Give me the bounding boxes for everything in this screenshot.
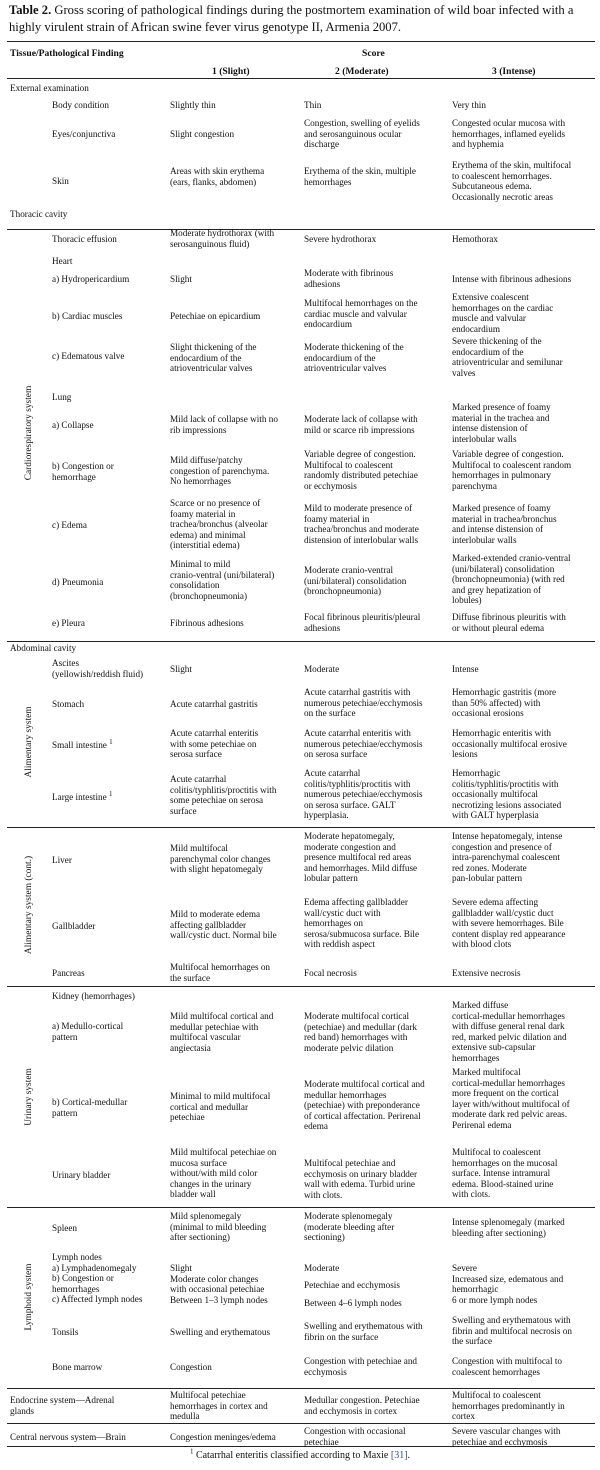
finding-congestion: b) Congestion or hemorrhage bbox=[52, 461, 114, 482]
score-moderate: Moderate bbox=[304, 664, 340, 674]
score-slight: Mild lack of collapse with no rib impressions bbox=[170, 414, 278, 435]
section-thoracic: Thoracic cavity bbox=[10, 209, 68, 219]
finding-heart: Heart bbox=[52, 256, 73, 266]
score-moderate: Moderate cranio-ventral (uni/bilateral) consolidation (bronchopneumonia) bbox=[304, 565, 407, 596]
system-alimentary: Alimentary system bbox=[24, 706, 34, 778]
score-moderate: Focal fibrinous pleuritis/pleural adhesions bbox=[304, 612, 421, 633]
score-slight: Slight bbox=[170, 274, 192, 284]
score-moderate: Erythema of the skin, multiple hemorrhages bbox=[304, 166, 417, 187]
score-moderate: Congestion with petechiae and ecchymosis bbox=[304, 1356, 418, 1377]
score-slight: Minimal to mild multifocal cortical and medullar petechiae bbox=[170, 1091, 271, 1122]
rule bbox=[7, 986, 595, 987]
finding-lymph-nodes: Lymph nodes a) Lymphadenomegaly b) Congestion or hemorrhages c) Affected lymph nodes bbox=[52, 1252, 143, 1304]
score-moderate: Moderate multifocal cortical and medullar hemorrhages (petechiae) with preponderance of cortical affectation. Perirenal edema bbox=[304, 1079, 425, 1131]
score-slight: Mild multifocal petechiae on mucosa surface without/with mild color changes in the urinary bladder wall bbox=[170, 1147, 277, 1199]
score-slight: Slight Moderate color changes with occasional petechiae Between 1–3 lymph nodes bbox=[170, 1263, 268, 1305]
rule bbox=[7, 1388, 595, 1389]
top-rule bbox=[7, 41, 595, 42]
score-intense: Marked-extended cranio-ventral (uni/bilateral) consolidation (bronchopneumonia) (with red and grey hepatization of lobules) bbox=[452, 553, 571, 605]
score-moderate: Mild to moderate presence of foamy material in trachea/bronchus and moderate distension of interlobular walls bbox=[304, 503, 419, 545]
rule bbox=[7, 1423, 595, 1424]
score-intense: Hemothorax bbox=[452, 234, 498, 244]
score-moderate: Congestion, swelling of eyelids and serosanguinous ocular discharge bbox=[304, 118, 420, 149]
finding-pneumonia: d) Pneumonia bbox=[52, 577, 104, 587]
finding-large-intestine: Large intestine $^1$ bbox=[52, 789, 113, 802]
score-slight: Multifocal petechiae hemorrhages in cortex and medulla bbox=[170, 1390, 268, 1421]
score-intense: Marked diffuse cortical-medullar hemorrhages with diffuse general renal dark red, marked pelvic dilation and extensive sub-capsular hemorrhages bbox=[452, 1000, 567, 1063]
score-intense: Congested ocular mucosa with hemorrhages, inflamed eyelids and hyphemia bbox=[452, 118, 566, 149]
score-moderate: Multifocal petechiae and ecchymosis on urinary bladder wall with edema. Turbid urine with clots. bbox=[304, 1158, 418, 1200]
score-intense: Intense bbox=[452, 664, 479, 674]
score-moderate: Thin bbox=[304, 100, 322, 110]
header-bottom-rule bbox=[7, 78, 595, 79]
finding-edematous-valve: c) Edematous valve bbox=[52, 351, 125, 361]
score-intense: Hemorrhagic enteritis with occasionally multifocal erosive lesions bbox=[452, 728, 567, 759]
score-slight: Acute catarrhal enteritis with some petechiae on serosa surface bbox=[170, 728, 259, 759]
score-moderate: Moderate splenomegaly (moderate bleeding after sectioning) bbox=[304, 1211, 395, 1242]
score-intense: Hemorrhagic gastritis (more than 50% affected) with occasional erosions bbox=[452, 687, 557, 718]
finding-thoracic-effusion: Thoracic effusion bbox=[52, 234, 117, 244]
score-slight: Mild to moderate edema affecting gallbladder wall/cystic duct. Normal bile bbox=[170, 909, 277, 940]
score-intense: Very thin bbox=[452, 100, 486, 110]
score-moderate: Congestion with occasional petechiae bbox=[304, 1426, 406, 1447]
score-intense: Swelling and erythematous with fibrin and multifocal necrosis on the surface bbox=[452, 1315, 572, 1346]
header-slight: 1 (Slight) bbox=[212, 66, 250, 77]
score-slight: Mild multifocal parenchymal color changes with slight hepatomegaly bbox=[170, 843, 271, 874]
finding-ascites: Ascites (yellowish/reddish fluid) bbox=[52, 658, 144, 679]
score-slight: Scarce or no presence of foamy material in trachea/bronchus (alveolar edema) and minimal (interstitial edema) bbox=[170, 498, 268, 550]
score-moderate: Swelling and erythematous with fibrin on the surface bbox=[304, 1321, 423, 1342]
section-abdominal: Abdominal cavity bbox=[10, 643, 77, 653]
score-slight: Areas with skin erythema (ears, flanks, abdomen) bbox=[170, 166, 265, 187]
finding-pleura: e) Pleura bbox=[52, 618, 85, 628]
finding-medullo-cortical: a) Medullo-cortical pattern bbox=[52, 1021, 124, 1042]
score-moderate: Moderate thickening of the endocardium of the atrioventricular valves bbox=[304, 342, 404, 373]
score-intense: Marked presence of foamy material in trachea/bronchus and intense distension of interlobular walls bbox=[452, 503, 557, 545]
score-moderate: Moderate multifocal cortical (petechiae) and medullar (dark red band) hemorrhages with moderate pelvic dilation bbox=[304, 1011, 417, 1053]
finding-small-intestine: Small intestine $^1$ bbox=[52, 737, 113, 750]
section-external: External examination bbox=[10, 83, 89, 93]
score-slight: Congestion meninges/edema bbox=[170, 1432, 276, 1442]
score-slight: Mild diffuse/patchy congestion of parenchyma. No hemorrhages bbox=[170, 455, 270, 486]
score-moderate: Petechiae and ecchymosis bbox=[304, 1280, 400, 1290]
footnote: $^1$ Catarrhal enteritis classified according to Maxie [31]. bbox=[189, 1447, 411, 1461]
score-intense: Congestion with multifocal to coalescent hemorrhages bbox=[452, 1356, 562, 1377]
score-intense: Variable degree of congestion. Multifocal to coalescent random hemorrhages in pulmonary parenchyma bbox=[452, 449, 572, 491]
score-slight: Minimal to mild cranio-ventral (uni/bilateral) consolidation (bronchopneumonia) bbox=[170, 559, 275, 601]
score-intense: Severe edema affecting gallbladder wall/cystic duct with severe hemorrhages. Bile content display red appearance with blood clots bbox=[452, 897, 566, 949]
finding-cardiac-muscles: b) Cardiac muscles bbox=[52, 311, 123, 321]
score-intense: Marked presence of foamy material in the trachea and intense distension of interlobular walls bbox=[452, 402, 551, 444]
caption-text: Gross scoring of pathological findings during the postmortem examination of wild boar infected with a highly virulent strain of African swine fever virus genotype II, Armenia 2007. bbox=[9, 3, 574, 34]
header-finding: Tissue/Pathological Finding bbox=[10, 48, 124, 59]
score-moderate: Acute catarrhal gastritis with numerous petechiae/ecchymosis on the surface bbox=[304, 687, 423, 718]
score-intense: Multifocal to coalescent hemorrhages predominantly in cortex bbox=[452, 1390, 565, 1421]
score-moderate: Moderate hepatomegaly, moderate congestion and presence multifocal red areas and hemorrhages. Mild diffuse lobular pattern bbox=[304, 831, 418, 883]
score-intense: Severe thickening of the endocardium of the atrioventricular and semilunar valves bbox=[452, 336, 563, 378]
table-caption bbox=[9, 2, 593, 36]
system-lymphoid: Lymphoid system bbox=[24, 1263, 34, 1331]
finding-lung: Lung bbox=[52, 392, 72, 402]
score-moderate: Multifocal hemorrhages on the cardiac muscle and valvular endocardium bbox=[304, 298, 418, 329]
finding-edema: c) Edema bbox=[52, 520, 87, 530]
system-cardiorespiratory: Cardiorespiratory system bbox=[24, 385, 34, 481]
finding-skin: Skin bbox=[52, 176, 69, 186]
score-moderate: Focal necrosis bbox=[304, 968, 357, 978]
finding-stomach: Stomach bbox=[52, 699, 85, 709]
score-moderate: Acute catarrhal colitis/typhlitis/proctitis with numerous petechiae/ecchymosis on serosa surface. GALT hyperplasia. bbox=[304, 768, 423, 820]
finding-body-condition: Body condition bbox=[52, 100, 109, 110]
score-moderate: Edema affecting gallbladder wall/cystic duct with hemorrhages on serosa/submucosa surface. Bile with reddish aspect bbox=[304, 897, 420, 949]
score-slight: Slight congestion bbox=[170, 129, 235, 139]
finding-pancreas: Pancreas bbox=[52, 968, 85, 978]
score-slight: Swelling and erythematous bbox=[170, 1327, 271, 1337]
rule bbox=[7, 1207, 595, 1208]
finding-eyes: Eyes/conjunctiva bbox=[52, 129, 116, 139]
score-slight: Slightly thin bbox=[170, 100, 216, 110]
score-moderate: Moderate bbox=[304, 1263, 340, 1273]
header-moderate: 2 (Moderate) bbox=[335, 66, 389, 77]
finding-collapse: a) Collapse bbox=[52, 420, 94, 430]
score-slight: Acute catarrhal gastritis bbox=[170, 699, 258, 709]
rule bbox=[7, 229, 595, 230]
finding-gallbladder: Gallbladder bbox=[52, 921, 96, 931]
score-slight: Fibrinous adhesions bbox=[170, 618, 244, 628]
finding-kidney: Kidney (hemorrhages) bbox=[52, 991, 135, 1001]
finding-hydropericardium: a) Hydropericardium bbox=[52, 274, 130, 284]
header-intense: 3 (Intense) bbox=[492, 66, 536, 77]
score-moderate: Moderate lack of collapse with mild or scarce rib impressions bbox=[304, 414, 418, 435]
score-intense: Extensive necrosis bbox=[452, 968, 521, 978]
score-intense: Hemorrhagic colitis/typhlitis/proctitis with occasionally multifocal necrotizing lesions associated with GALT hyperplasia bbox=[452, 768, 562, 820]
score-moderate: Severe hydrothorax bbox=[304, 234, 377, 244]
finding-spleen: Spleen bbox=[52, 1223, 78, 1233]
reference-link[interactable]: [31] bbox=[390, 1450, 408, 1461]
score-intense: Extensive coalescent hemorrhages on the cardiac muscle and valvular endocardium bbox=[452, 292, 554, 334]
score-slight: Petechiae on epicardium bbox=[170, 311, 261, 321]
system-urinary: Urinary system bbox=[24, 1068, 34, 1126]
score-slight: Acute catarrhal colitis/typhlitis/proctitis with some petechiae on serosa surface bbox=[170, 774, 277, 816]
score-intense: Multifocal to coalescent hemorrhages on the mucosal surface. Intense intramural edema. Blood-stained urine with clots. bbox=[452, 1147, 558, 1199]
finding-cortical-medullar: b) Cortical-medullar pattern bbox=[52, 1097, 128, 1118]
score-slight: Slight bbox=[170, 664, 192, 674]
finding-bone-marrow: Bone marrow bbox=[52, 1362, 103, 1372]
score-slight: Moderate hydrothorax (with serosanguinous fluid) bbox=[170, 228, 275, 249]
score-slight: Slight thickening of the endocardium of the atrioventricular valves bbox=[170, 342, 257, 373]
score-intense: Marked multifocal cortical-medullar hemorrhages more frequent on the cortical layer with/without multifocal of moderate dark red pelvic areas. Perirenal edema bbox=[452, 1067, 570, 1130]
score-intense: Intense with fibrinous adhesions bbox=[452, 274, 572, 284]
score-moderate: Moderate with fibrinous adhesions bbox=[304, 268, 394, 289]
score-intense: Severe vascular changes with petechiae and ecchymosis bbox=[452, 1426, 561, 1447]
score-slight: Multifocal hemorrhages on the surface bbox=[170, 962, 271, 983]
score-intense: Diffuse fibrinous pleuritis with or without pleural edema bbox=[452, 612, 566, 633]
score-moderate: Medullar congestion. Petechiae and ecchymosis in cortex bbox=[304, 1395, 420, 1416]
score-moderate: Acute catarrhal enteritis with numerous petechiae/ecchymosis on serosa surface bbox=[304, 728, 423, 759]
score-moderate: Variable degree of congestion. Multifocal to coalescent randomly distributed petechiae or ecchymosis bbox=[304, 449, 418, 491]
finding-tonsils: Tonsils bbox=[52, 1327, 79, 1337]
score-slight: Mild splenomegaly (minimal to mild bleeding after sectioning) bbox=[170, 1211, 267, 1242]
rule bbox=[7, 827, 595, 828]
score-intense: Severe Increased size, edematous and hemorrhagic 6 or more lymph nodes bbox=[452, 1263, 564, 1305]
score-intense: Erythema of the skin, multifocal to coalescent hemorrhages. Subcutaneous edema. Occasionally necrotic areas bbox=[452, 160, 572, 202]
finding-cns: Central nervous system—Brain bbox=[10, 1432, 126, 1442]
finding-liver: Liver bbox=[52, 855, 72, 865]
header-score: Score bbox=[362, 48, 385, 59]
rule bbox=[7, 641, 595, 642]
system-alimentary-cont: Alimentary system (cont.) bbox=[24, 855, 34, 955]
score-intense: Intense hepatomegaly, intense congestion and presence of intra-parenchymal coalescent red zones. Moderate pan-lobular pattern bbox=[452, 831, 563, 883]
score-moderate: Between 4–6 lymph nodes bbox=[304, 1298, 402, 1308]
score-intense: Intense splenomegaly (marked bleeding after sectioning) bbox=[452, 1217, 565, 1238]
caption-label: Table 2. bbox=[9, 3, 52, 17]
finding-endocrine: Endocrine system—Adrenal glands bbox=[10, 1395, 115, 1416]
score-slight: Congestion bbox=[170, 1362, 212, 1372]
score-slight: Mild multifocal cortical and medullar petechiae with multifocal vascular angiectasia bbox=[170, 1011, 274, 1053]
finding-urinary-bladder: Urinary bladder bbox=[52, 1170, 111, 1180]
